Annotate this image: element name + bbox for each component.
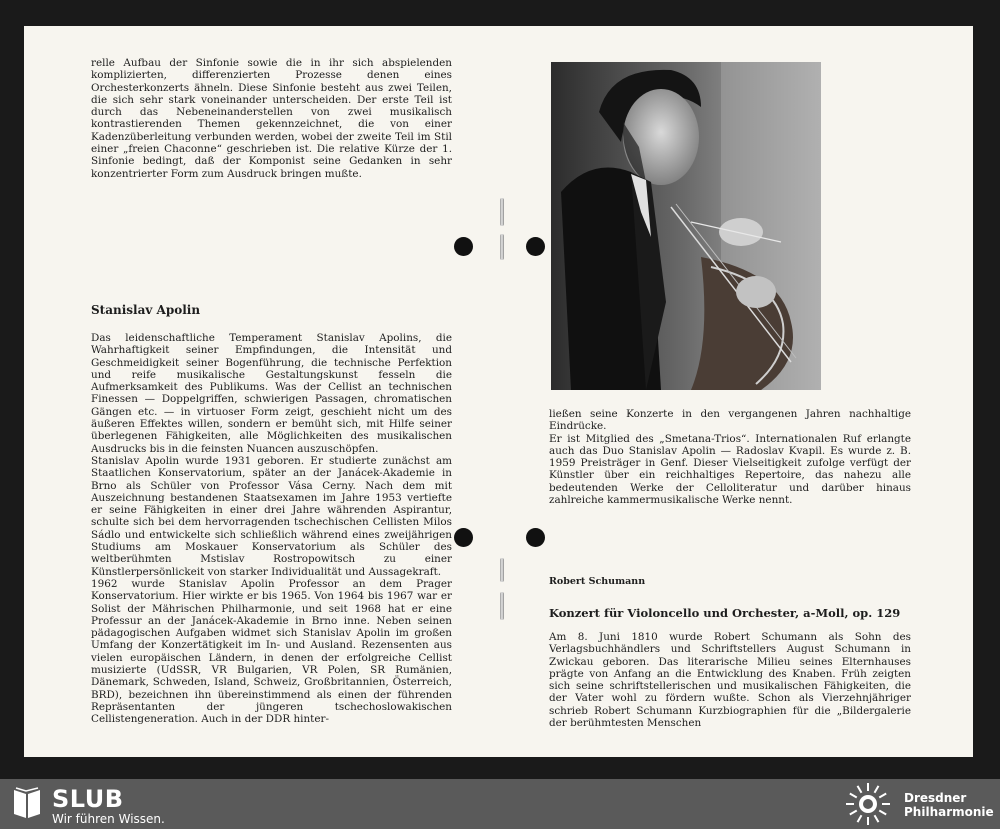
composer-name: Robert Schumann [549, 576, 646, 587]
punch-hole [454, 237, 473, 256]
punch-hole [526, 528, 545, 547]
composer-heading-wrap [549, 576, 911, 587]
document-page [24, 26, 973, 757]
work-title: Konzert für Violoncello und Orchester, a-Moll, op. 129 [549, 606, 901, 620]
bio-continued-2: Er ist Mitglied des „Smetana-Trios“. Internationalen Ruf erlangte auch das Duo Stanislav Apolin — Radoslav Kvapil. Es wurde z. B. 1959 Preisträger in Genf. Dieser Vielseitigkeit zufolge verfügt der Künstler über ein reichhaltiges Repertoire, das nahezu alle bedeutenden Werke der Celloliteratur und darüber hinaus zahlreiche kammermusikalische Werke nennt. [549, 432, 911, 507]
staple [500, 234, 504, 260]
cellist-photo [551, 62, 821, 390]
punch-hole [526, 237, 545, 256]
left-column [91, 57, 452, 180]
philharmonie-line-2: Philharmonie [904, 805, 994, 819]
section-heading: Stanislav Apolin [91, 303, 201, 317]
staple [500, 558, 504, 582]
intro-paragraph: relle Aufbau der Sinfonie sowie die in ihr sich abspielenden komplizierten, differenzierten Prozesse denen eines Orchesterkonzerts ähneln. Diese Sinfonie besteht aus zwei Teilen, die sich sehr stark voneinander unterscheiden. Der erste Teil ist durch das Nebeneinanderstellen von zwei musikalisch kontrastierenden Themen gekennzeichnet, die von einer Kadenzüberleitung verbunden werden, wobei der zweite Teil im Stil einer „freien Chaconne“ geschrieben ist. Die relative Kürze der 1. Sinfonie bedingt, daß der Komponist seine Gedanken in sehr konzentrierter Form zum Ausdruck bringen mußte. [91, 57, 452, 180]
philharmonie-name [904, 791, 994, 819]
cellist-portrait-image [551, 62, 821, 390]
bio-paragraph-3: 1962 wurde Stanislav Apolin Professor an dem Prager Konservatorium. Hier wirkte er bis 1965. Von 1964 bis 1967 war er Solist der Mährischen Philharmonie, und seit 1968 hat er eine Professur an der Janácek-Akademie in Brno inne. Neben seinen pädagogischen Aufgaben widmet sich Stanislav Apolin im großen Umfang der Konzertätigkeit im In- und Ausland. Rezensenten aus vielen europäischen Ländern, in denen der erfolgreiche Cellist musizierte (UdSSR, VR Bulgarien, VR Polen, SR Rumänien, Dänemark, Schweden, Island, Schweiz, Großbritannien, Österreich, BRD), bezeichnen ihn übereinstimmend als einen der führenden Repräsentanten der jüngeren tschechoslowakischen Cellistengeneration. Auch in der DDR hinter- [91, 577, 452, 726]
slub-name: SLUB [52, 785, 124, 813]
staple [500, 592, 504, 620]
staple [500, 198, 504, 226]
bio-paragraph-2: Stanislav Apolin wurde 1931 geboren. Er studierte zunächst am Staatlichen Konservatorium, später an der Janácek-Akademie in Brno als Schüler von Professor Vása Cerny. Nach dem mit Auszeichnung bestandenen Staatsexamen im Jahre 1953 vertiefte er seine Fähigkeiten in einer drei Jahre währenden Aspirantur, schulte sich bei dem hervorragenden tschechischen Cellisten Milos Sádlo und entwickelte sich schließlich während eines zweijährigen Studiums am Moskauer Konservatorium als Schüler des weltberühmten Mstislav Rostropowitsch zu einer Künstlerpersönlickeit von starker Individualität und Aussagekraft. [91, 454, 452, 578]
philharmonie-logo-icon [843, 782, 893, 826]
bio-paragraph-1: Das leidenschaftliche Temperament Stanislav Apolins, die Wahrhaftigkeit seiner Empfindungen, die Intensität und Geschmeidigkeit seiner Bogenführung, die technische Perfektion und reife musikalische Gestaltungskunst fesseln die Aufmerksamkeit des Publikums. Was der Cellist an technischen Finessen — Doppelgriffen, schwierigen Passagen, chromatischen Gängen etc. — in virtuoser Form zeigt, geschieht nicht um des äußeren Effektes willen, sondern er bemüht sich, mit Hilfe seiner überlegenen Fähigkeiten, alle Möglichkeiten des musikalischen Ausdrucks bis in die feinsten Nuancen auszuschöpfen. [91, 332, 452, 455]
section-heading-wrap [91, 303, 452, 317]
punch-hole [454, 528, 473, 547]
bio-continued-1: ließen seine Konzerte in den vergangenen Jahren nachhaltige Eindrücke. [549, 408, 911, 433]
schumann-text [549, 631, 911, 729]
work-title-wrap [549, 606, 911, 620]
slub-logo-icon [12, 786, 42, 820]
schumann-paragraph: Am 8. Juni 1810 wurde Robert Schumann als Sohn des Verlagsbuchhändlers und Schriftstellers August Schumann in Zwickau geboren. Das literarische Milieu seines Elternhauses prägte von Anfang an die Entwicklung des Knaben. Früh zeigten sich seine schriftstellerischen und musikalischen Fähigkeiten, die der Vater wohl zu fördern wußte. Schon als Vierzehnjähriger schrieb Robert Schumann Kurzbiographien für die „Bildergalerie der berühmtesten Menschen [549, 631, 911, 730]
footer-bar [0, 779, 1000, 829]
right-column [549, 408, 911, 506]
biography-text [91, 332, 452, 726]
slub-tagline: Wir führen Wissen. [52, 812, 165, 826]
philharmonie-line-1: Dresdner [904, 791, 967, 805]
